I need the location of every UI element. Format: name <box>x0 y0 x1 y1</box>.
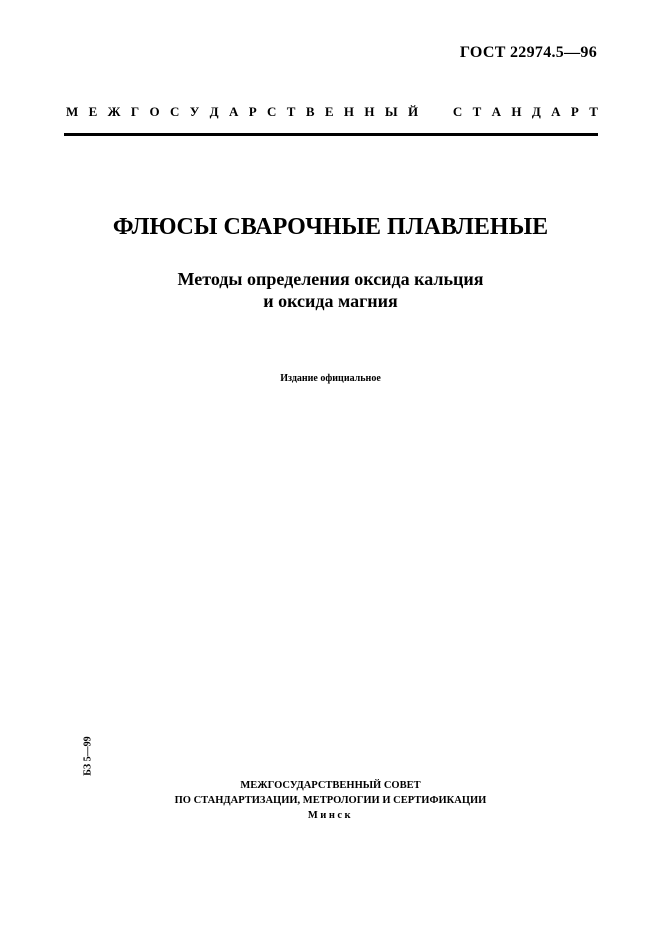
banner-word-gap <box>428 104 442 120</box>
banner-word-1-letter: М <box>66 104 79 119</box>
banner-word-1-letter: Ж <box>107 104 121 119</box>
publisher-line-1: МЕЖГОСУДАРСТВЕННЫЙ СОВЕТ <box>240 780 421 791</box>
side-code: БЗ 5—99 <box>82 736 94 776</box>
banner-word-2-letter: А <box>491 104 501 119</box>
banner-word-1-letter: Д <box>209 104 219 119</box>
document-number: ГОСТ 22974.5—96 <box>459 44 597 61</box>
banner-word-1-letter: Г <box>130 104 140 119</box>
banner-word-1-letter: Р <box>248 104 257 119</box>
banner-word-2-letter: Д <box>531 104 541 119</box>
banner-word-1-letter: Е <box>88 104 98 119</box>
banner-word-1-letter: В <box>305 104 315 119</box>
banner-word-2-letter: А <box>551 104 561 119</box>
subtitle-line-2: и оксида магния <box>263 291 398 311</box>
banner-word-1-letter: Й <box>407 104 419 119</box>
banner-word-2-letter: С <box>452 104 463 119</box>
banner-word-1-letter: С <box>170 104 180 119</box>
banner-word-1-letter: Н <box>364 104 375 119</box>
banner-word-1-letter: Е <box>324 104 334 119</box>
banner-word-1-letter: Т <box>286 104 296 119</box>
banner-word-2-letter: Р <box>570 104 579 119</box>
header-rule <box>64 133 598 136</box>
publisher-line-2: ПО СТАНДАРТИЗАЦИИ, МЕТРОЛОГИИ И СЕРТИФИКАЦИИ <box>174 795 487 806</box>
banner-word-2-letter: Т <box>472 104 482 119</box>
banner-word-1-letter: О <box>149 104 160 119</box>
edition-note: Издание официальное <box>280 373 381 384</box>
subtitle-line-1: Методы определения оксида кальция <box>177 269 484 289</box>
document-title: ФЛЮСЫ СВАРОЧНЫЕ ПЛАВЛЕНЫЕ <box>112 214 549 240</box>
standard-type-banner <box>66 104 598 120</box>
banner-word-2-letter: Н <box>511 104 522 119</box>
banner-word-1-letter: А <box>228 104 239 119</box>
banner-word-2-letter: Т <box>589 104 598 119</box>
banner-word-1-letter: С <box>267 104 277 119</box>
banner-word-1-letter: Н <box>343 104 355 119</box>
document-subtitle <box>0 268 661 312</box>
publisher-city: Минск <box>307 810 354 821</box>
banner-word-1-letter: У <box>189 104 200 119</box>
banner-word-1-letter: Ы <box>384 104 398 119</box>
publisher-block <box>0 778 661 823</box>
